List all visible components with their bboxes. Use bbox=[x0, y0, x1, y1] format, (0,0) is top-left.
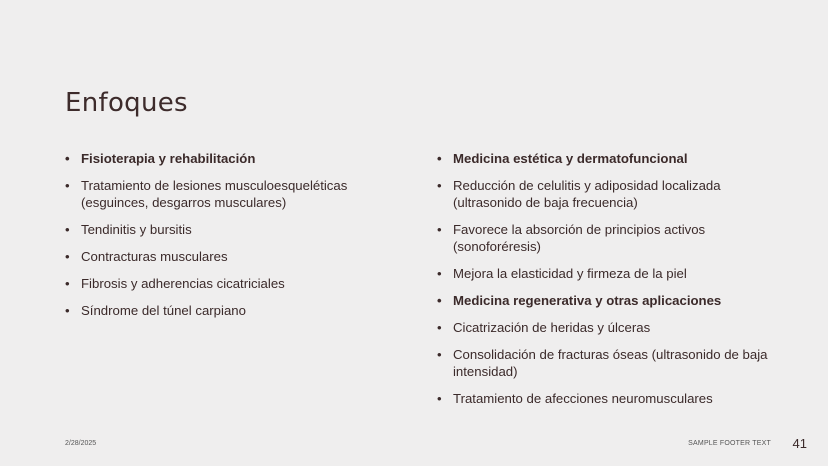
bullet-icon: • bbox=[437, 293, 442, 308]
bullet-icon: • bbox=[65, 151, 70, 166]
bullet-icon: • bbox=[437, 320, 442, 335]
right-bullet-list bbox=[437, 150, 777, 417]
footer-text: SAMPLE FOOTER TEXT bbox=[688, 440, 771, 447]
list-item-text: Tratamiento de lesiones musculoesqueléticas (esguinces, desgarros musculares) bbox=[81, 178, 348, 210]
page-number: 41 bbox=[792, 436, 807, 451]
list-item bbox=[437, 177, 777, 211]
bullet-icon: • bbox=[65, 249, 70, 264]
list-item-text: Medicina estética y dermatofuncional bbox=[453, 151, 688, 166]
list-item bbox=[437, 319, 777, 336]
list-item-text: Tratamiento de afecciones neuromusculares bbox=[453, 391, 713, 406]
list-item bbox=[437, 346, 777, 380]
list-item-text: Síndrome del túnel carpiano bbox=[81, 303, 246, 318]
list-item-text: Mejora la elasticidad y firmeza de la piel bbox=[453, 266, 687, 281]
left-bullet-list bbox=[65, 150, 385, 329]
list-item-text: Fisioterapia y rehabilitación bbox=[81, 151, 256, 166]
bullet-icon: • bbox=[437, 266, 442, 281]
bullet-icon: • bbox=[437, 222, 442, 237]
list-item bbox=[437, 265, 777, 282]
slide-title: Enfoques bbox=[65, 88, 188, 118]
list-item bbox=[437, 390, 777, 407]
list-item bbox=[65, 177, 385, 211]
list-item-text: Favorece la absorción de principios activos (sonoforéresis) bbox=[453, 222, 706, 254]
list-item bbox=[65, 221, 385, 238]
list-item bbox=[65, 248, 385, 265]
list-item bbox=[65, 302, 385, 319]
list-item bbox=[65, 275, 385, 292]
list-item bbox=[65, 150, 385, 167]
list-item-text: Contracturas musculares bbox=[81, 249, 228, 264]
list-item-text: Medicina regenerativa y otras aplicaciones bbox=[453, 293, 722, 308]
bullet-icon: • bbox=[437, 347, 442, 362]
bullet-icon: • bbox=[437, 151, 442, 166]
list-item bbox=[437, 292, 777, 309]
bullet-icon: • bbox=[437, 391, 442, 406]
bullet-icon: • bbox=[65, 303, 70, 318]
list-item bbox=[437, 221, 777, 255]
list-item-text: Cicatrización de heridas y úlceras bbox=[453, 320, 651, 335]
list-item-text: Consolidación de fracturas óseas (ultrasonido de baja intensidad) bbox=[453, 347, 768, 379]
bullet-icon: • bbox=[65, 178, 70, 193]
footer-date: 2/28/2025 bbox=[65, 440, 97, 447]
bullet-icon: • bbox=[65, 276, 70, 291]
list-item-text: Tendinitis y bursitis bbox=[81, 222, 192, 237]
bullet-icon: • bbox=[65, 222, 70, 237]
list-item-text: Reducción de celulitis y adiposidad localizada (ultrasonido de baja frecuencia) bbox=[453, 178, 721, 210]
bullet-icon: • bbox=[437, 178, 442, 193]
list-item-text: Fibrosis y adherencias cicatriciales bbox=[81, 276, 285, 291]
list-item bbox=[437, 150, 777, 167]
